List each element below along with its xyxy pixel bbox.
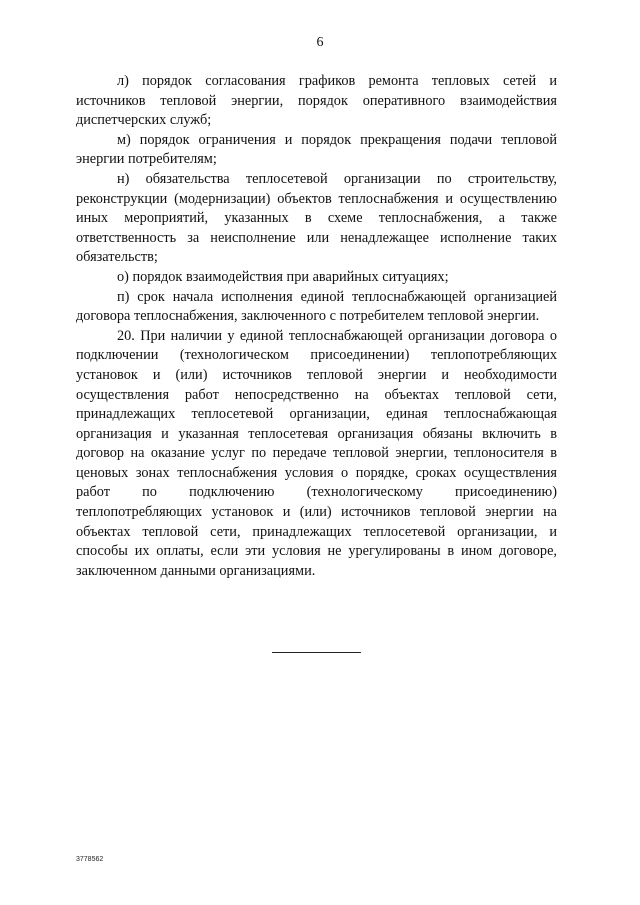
clause-m: м) порядок ограничения и порядок прекращения подачи тепловой энергии потребителям; (76, 131, 557, 168)
end-divider (272, 652, 361, 653)
page-number: 6 (316, 35, 324, 50)
clause-o: о) порядок взаимодействия при аварийных ситуациях; (117, 268, 449, 285)
clause-n: н) обязательства теплосетевой организации по строительству, реконструкции (модернизации) объектов теплоснабжения и осуществлению иных мероприятий, указанных в схеме теплоснабжения, а также ответственность за неисполнение или ненадлежащее исполнение таких обязательств; (76, 170, 557, 266)
document-body (76, 72, 557, 581)
item-20: 20. При наличии у единой теплоснабжающей организации договора о подключении (технологическом присоединении) теплопотребляющих установок и (или) источников тепловой энергии и необходимости осуществления работ непосредственно на объектах тепловой сети, принадлежащих теплосетевой организации, единая теплоснабжающая организация и указанная теплосетевая организация обязаны включить в договор на оказание услуг по передаче тепловой энергии, теплоносителя в ценовых зонах теплоснабжения условия о порядке, сроках осуществления работ по подключению (технологическому присоединению) теплопотребляющих установок и (или) источников тепловой энергии на объектах тепловой сети, принадлежащих теплосетевой организации, и способы их оплаты, если эти условия не урегулированы в ином договоре, заключенном данными организациями. (76, 327, 557, 579)
document-code: 3778562 (76, 856, 104, 863)
clause-p: п) срок начала исполнения единой теплоснабжающей организацией договора теплоснабжения, заключенного с потребителем тепловой энергии. (76, 288, 557, 325)
clause-l: л) порядок согласования графиков ремонта тепловых сетей и источников тепловой энергии, порядок оперативного взаимодействия диспетчерских служб; (76, 73, 557, 129)
